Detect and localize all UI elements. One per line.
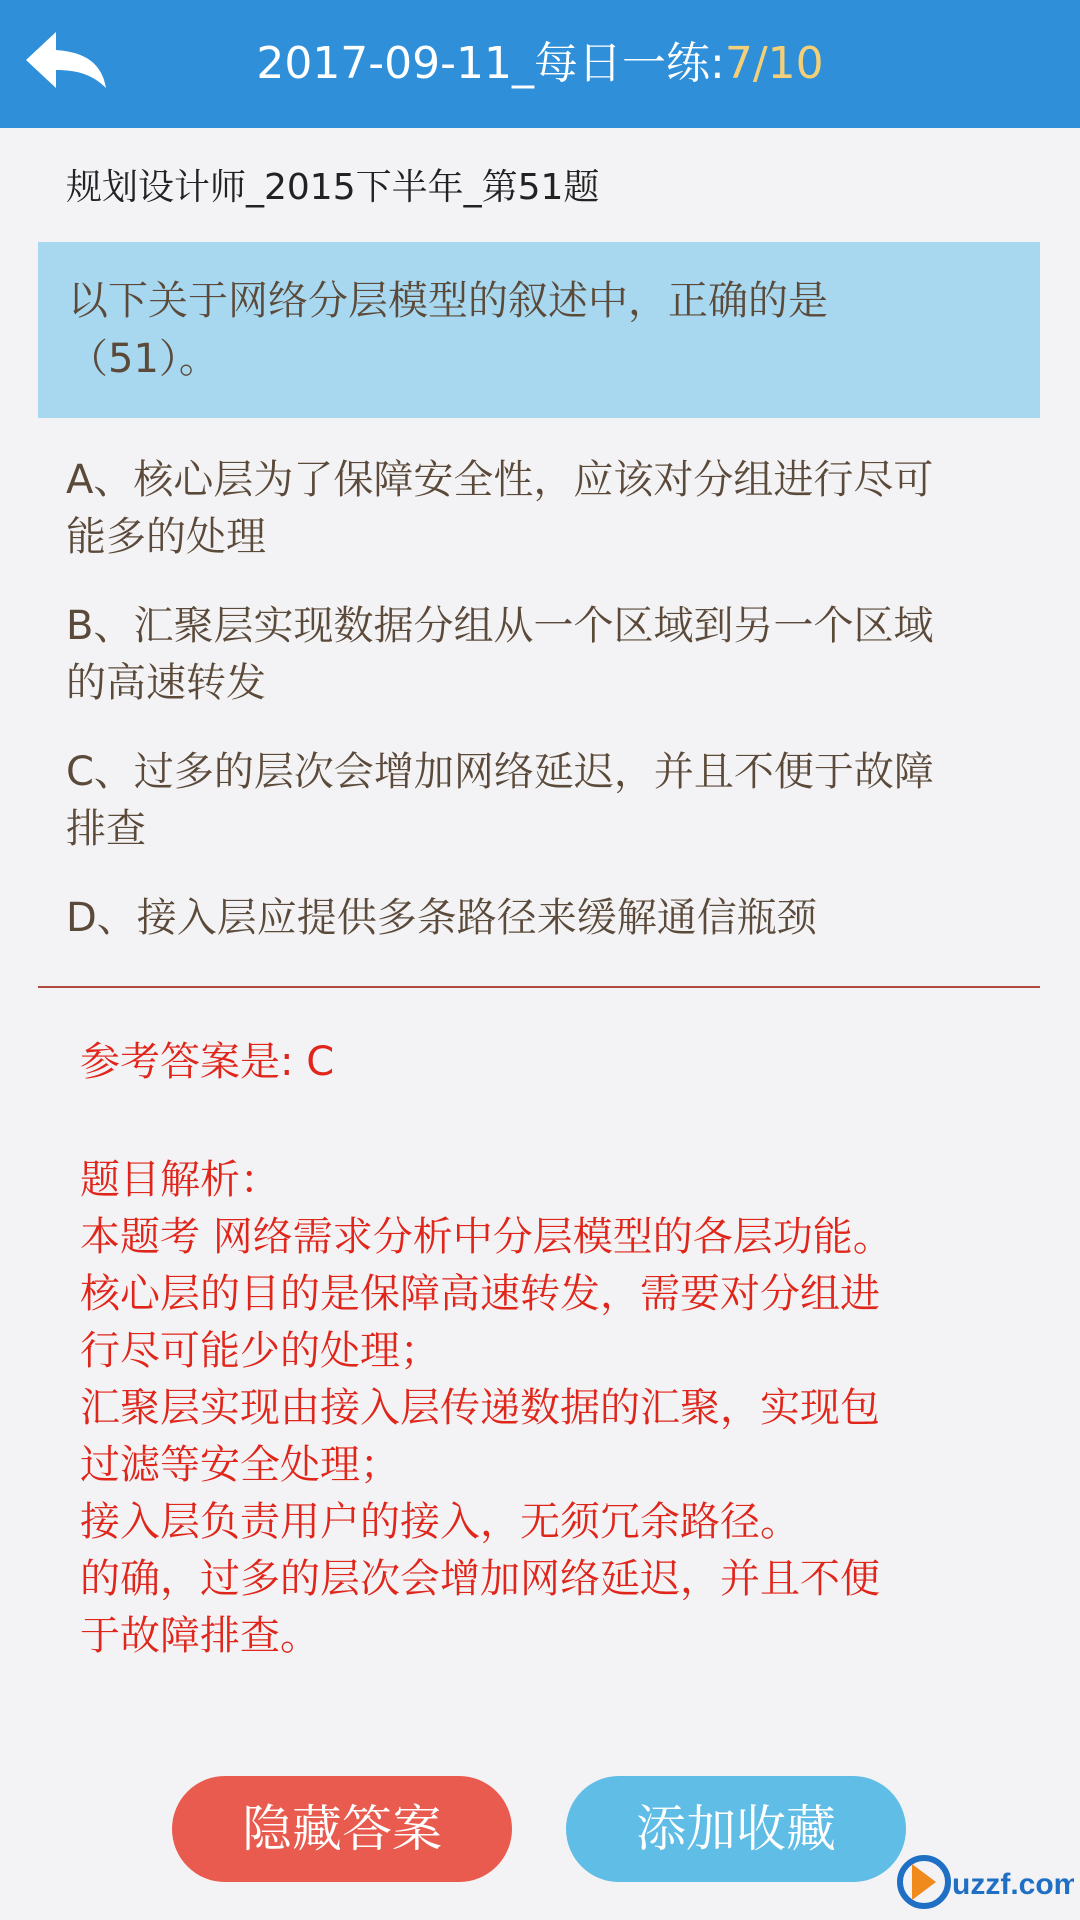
option-c[interactable] — [66, 744, 1046, 858]
option-b[interactable] — [66, 598, 1046, 712]
question-subject: 规划设计师_2015下半年_第51题 — [66, 167, 600, 208]
watermark-text: uzzf.com — [952, 1868, 1074, 1901]
option-a[interactable] — [66, 452, 1046, 566]
analysis-line: 接入层负责用户的接入，无须冗余路径。 — [80, 1499, 800, 1545]
analysis-line: 行尽可能少的处理； — [80, 1328, 440, 1374]
analysis-line: 本题考 网络需求分析中分层模型的各层功能。 — [80, 1214, 893, 1260]
title-progress: 7/10 — [724, 38, 824, 89]
options-list — [66, 452, 1046, 979]
add-favorite-button[interactable]: 添加收藏 — [566, 1776, 906, 1882]
option-line: C、过多的层次会增加网络延迟，并且不便于故障 — [66, 749, 934, 795]
title-main: 2017-09-11_每日一练: — [256, 38, 725, 89]
option-line: B、汇聚层实现数据分组从一个区域到另一个区域 — [66, 603, 934, 649]
option-line: A、核心层为了保障安全性，应该对分组进行尽可 — [66, 457, 934, 503]
question-stem-box — [38, 242, 1040, 418]
question-stem-line: （51）。 — [68, 336, 219, 382]
question-stem-line: 以下关于网络分层模型的叙述中，正确的是 — [68, 278, 828, 324]
option-d[interactable] — [66, 890, 1046, 947]
analysis-line: 于故障排查。 — [80, 1613, 320, 1659]
analysis-line: 汇聚层实现由接入层传递数据的汇聚，实现包 — [80, 1385, 880, 1431]
site-watermark-logo — [894, 1852, 1074, 1912]
option-line: 的高速转发 — [66, 660, 266, 706]
analysis-line: 过滤等安全处理； — [80, 1442, 400, 1488]
divider — [38, 986, 1040, 988]
analysis-line: 核心层的目的是保障高速转发，需要对分组进 — [80, 1271, 880, 1317]
option-line: D、接入层应提供多条路径来缓解通信瓶颈 — [66, 895, 817, 941]
analysis-line: 题目解析： — [80, 1157, 280, 1203]
app-header — [0, 0, 1080, 128]
option-line: 排查 — [66, 806, 146, 852]
page-title — [0, 0, 1080, 128]
reference-answer: 参考答案是: C — [80, 1039, 335, 1085]
question-stem — [68, 272, 1012, 388]
answer-analysis — [80, 1152, 1020, 1665]
hide-answer-button[interactable]: 隐藏答案 — [172, 1776, 512, 1882]
option-line: 能多的处理 — [66, 514, 266, 560]
analysis-line: 的确，过多的层次会增加网络延迟，并且不便 — [80, 1556, 880, 1602]
